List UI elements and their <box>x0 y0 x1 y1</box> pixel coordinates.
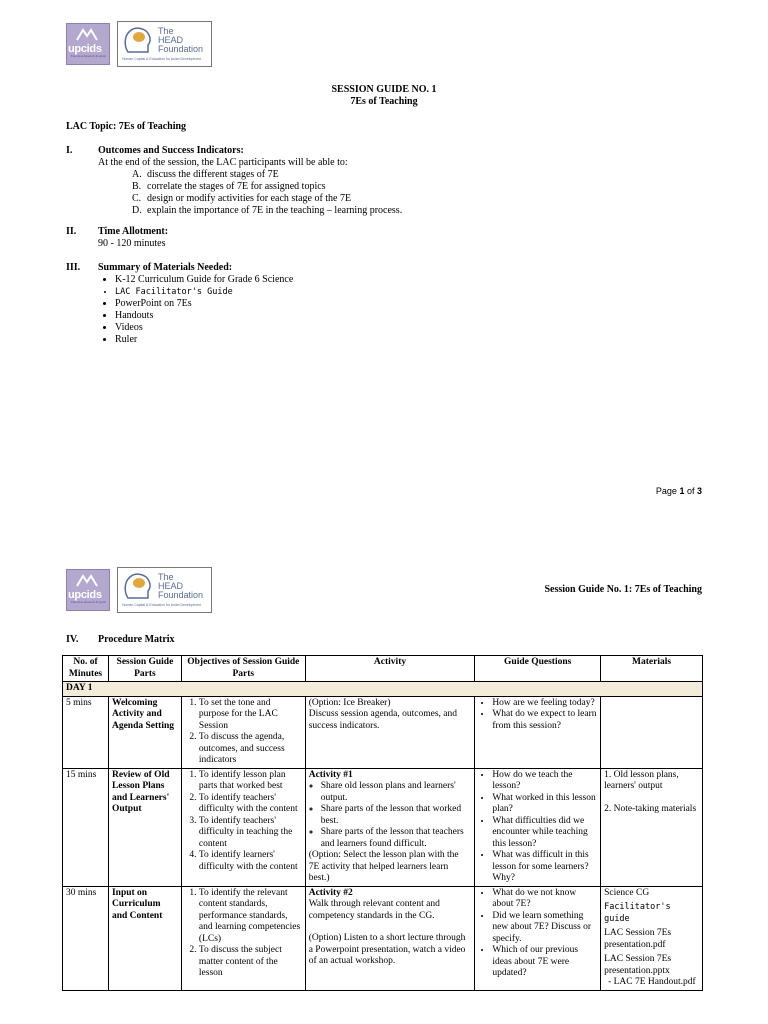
outcome-item: correlate the stages of 7E for assigned topics <box>147 181 326 192</box>
objectives-cell: 1. To identify lesson plan parts that worked best 2. To identify teachers' difficulty with the content 3. To identify teachers' difficulty in teaching the content 4. To identify learners' difficulty with the content <box>181 768 305 886</box>
activity-title: Activity #2 <box>308 887 353 898</box>
upcids-wordmark: upcids <box>68 589 102 601</box>
activity-cell: (Option: Ice Breaker) Discuss session agenda, outcomes, and success indicators. <box>305 696 475 768</box>
time-value: 90 - 120 minutes <box>98 238 166 249</box>
material-item: • LAC Facilitator's Guide <box>115 286 698 298</box>
questions-cell: • How do we teach the lesson? • What worked in this lesson plan? • What difficulties did we encounter while teaching this lesson? • What was difficult in this lesson for some learners? Why? <box>475 768 601 886</box>
day-row: DAY 1 <box>63 682 703 697</box>
upcids-subtext: Education Research Program <box>71 600 106 604</box>
materials-cell: 1. Old lesson plans, learners' output 2. Note-taking materials <box>601 768 703 886</box>
objectives-cell: 1. To identify the relevant content standards, performance standards, and learning competencies (LCs) 2. To discuss the subject matter content of the lesson <box>181 886 305 990</box>
head-foundation-tagline: Human Capital & Education for Asian Development <box>122 57 202 61</box>
column-header: Materials <box>601 656 703 682</box>
upcids-wordmark: upcids <box>68 43 102 55</box>
material-item: • K-12 Curriculum Guide for Grade 6 Science <box>115 274 698 286</box>
activity-cell: Activity #1 ◦ Share old lesson plans and learners' output. ◦ Share parts of the lesson that worked best. ◦ Share parts of the lesson that teachers and learners found difficult. (Option: Select the lesson plan with the 7E activity that helped learners learn best.) <box>305 768 475 886</box>
questions-cell: • How are we feeling today? • What do we expect to learn from this session? <box>475 696 601 768</box>
head-foundation-name: The HEAD Foundation <box>158 572 204 600</box>
upcids-subtext: Education Research Program <box>71 54 106 58</box>
column-header: Guide Questions <box>475 656 601 682</box>
procedure-matrix <box>62 655 703 991</box>
session-subtitle: 7Es of Teaching <box>350 96 418 107</box>
upcids-logo <box>66 569 110 611</box>
section-procedure: IV. Procedure Matrix <box>66 634 175 645</box>
lac-topic: LAC Topic: 7Es of Teaching <box>66 121 187 132</box>
part-cell: Review of Old Lesson Plans and Learners' Output <box>108 768 181 886</box>
minutes-cell: 5 mins <box>63 696 109 768</box>
upcids-mark-icon <box>75 574 99 588</box>
session-title: SESSION GUIDE NO. 1 7Es of Teaching <box>0 84 768 108</box>
page-number: Page 1 of 3 <box>655 486 702 496</box>
outcomes-heading: Outcomes and Success Indicators: <box>98 145 244 156</box>
questions-cell: • What do we not know about 7E? • Did we learn something new about 7E? Discuss or specify. • Which of our previous ideas about 7E were updated? <box>475 886 601 990</box>
table-row <box>63 886 703 990</box>
column-header: No. of Minutes <box>63 656 109 682</box>
minutes-cell: 15 mins <box>63 768 109 886</box>
activity-cell: Activity #2 Walk through relevant content and competency standards in the CG. (Option) Listen to a short lecture through a Powerpoint presentation, watch a video of an actual workshop. <box>305 886 475 990</box>
outcome-item: design or modify activities for each stage of the 7E <box>147 193 352 204</box>
material-item: • PowerPoint on 7Es <box>115 298 698 310</box>
outcome-item: explain the importance of 7E in the teaching – learning process. <box>147 205 403 216</box>
brain-head-icon <box>122 26 154 54</box>
table-row <box>63 768 703 886</box>
brain-head-icon <box>122 572 154 600</box>
table-header-row <box>63 656 703 682</box>
page-1: upcids Education Research Program The HEAD Foundation Human Capital & Education for Asian Development SESSION GUIDE NO. 1 7Es of Teaching LAC Topic: 7Es of Teaching I. Outcomes and Success Indicators: At the end of the session, the LAC participants will be able to: A. discuss the different stages of 7E B. correlate the stages of 7E for assigned topics C. design or modify activities for each stage of the 7E D. explain the importance of 7E in the teaching – learning process. II. Time Allotment: 90 - 120 minutes III. Summary of Materials Needed: • K-12 Curriculum Guide for Grade 6 Science • LAC Facilitator's Guide • PowerPoint on 7Es • Handouts • Videos • Ruler Page 1 of 3 <box>0 0 768 520</box>
head-foundation-tagline: Human Capital & Education for Asian Development <box>122 603 202 607</box>
materials-cell <box>601 696 703 768</box>
column-header: Session Guide Parts <box>108 656 181 682</box>
column-header: Objectives of Session Guide Parts <box>181 656 305 682</box>
material-item: • Ruler <box>115 334 698 346</box>
material-item: • Videos <box>115 322 698 334</box>
minutes-cell: 30 mins <box>63 886 109 990</box>
time-heading: Time Allotment: <box>98 226 169 237</box>
running-header: Session Guide No. 1: 7Es of Teaching <box>544 584 702 595</box>
head-foundation-logo <box>117 567 212 613</box>
outcomes-intro: At the end of the session, the LAC participants will be able to: <box>98 157 348 168</box>
materials-cell: Science CG Facilitator's guide LAC Session 7Es presentation.pdf LAC Session 7Es presentation.pptx - LAC 7E Handout.pdf <box>601 886 703 990</box>
material-item: • Handouts <box>115 310 698 322</box>
objectives-cell: 1. To set the tone and purpose for the LAC Session 2. To discuss the agenda, outcomes, and success indicators <box>181 696 305 768</box>
upcids-logo <box>66 23 110 65</box>
upcids-mark-icon <box>75 28 99 42</box>
page-2 <box>0 540 768 1024</box>
procedure-heading: Procedure Matrix <box>98 634 175 645</box>
activity-title: Activity #1 <box>308 769 353 780</box>
materials-heading: Summary of Materials Needed: <box>98 262 233 273</box>
outcome-item: discuss the different stages of 7E <box>147 169 279 180</box>
part-cell: Input on Curriculum and Content <box>108 886 181 990</box>
table-row <box>63 696 703 768</box>
column-header: Activity <box>305 656 475 682</box>
head-foundation-logo <box>117 21 212 67</box>
part-cell: Welcoming Activity and Agenda Setting <box>108 696 181 768</box>
head-foundation-name: The HEAD Foundation <box>158 26 204 54</box>
